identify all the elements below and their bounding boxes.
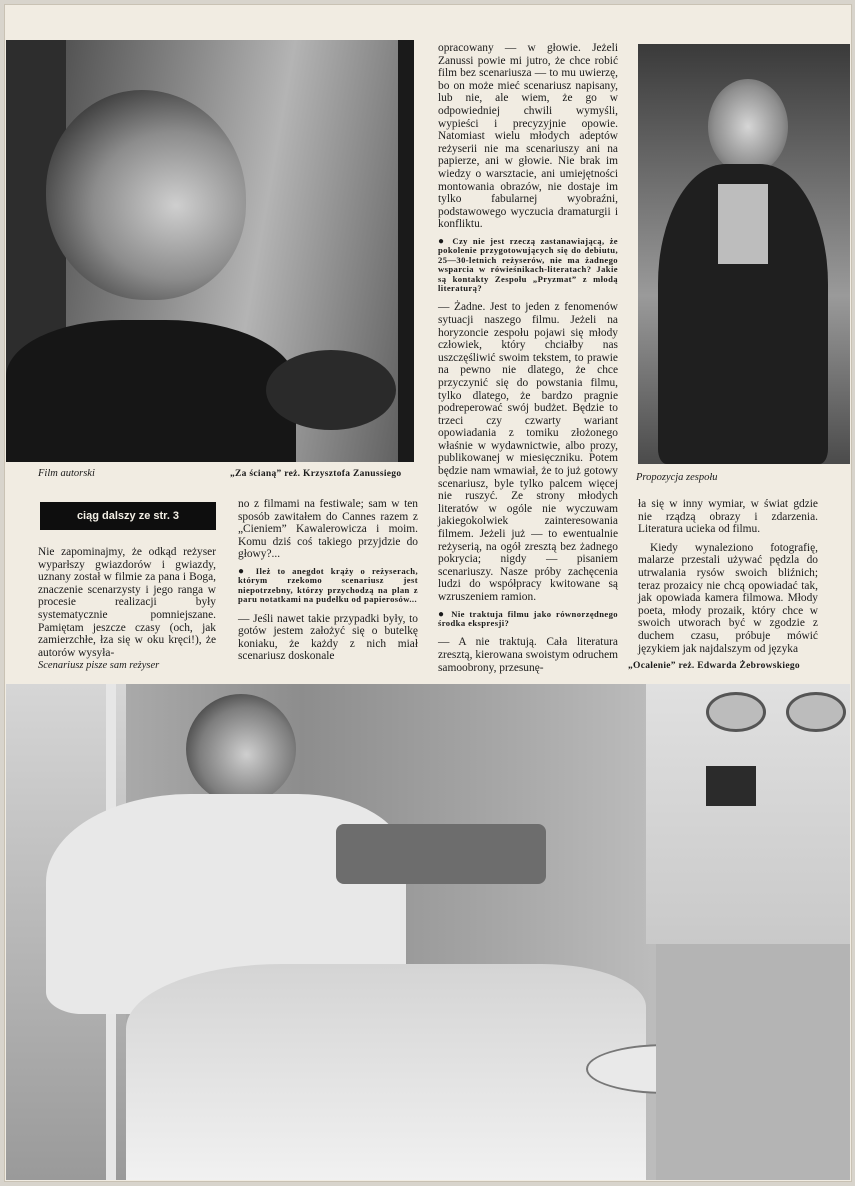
bullet-icon: ● xyxy=(238,565,256,577)
paragraph: Nie zapominajmy, że odkąd reżyser wyparłszy gwiazdorów i gwiazdy, uznany został w filmie za pana i Boga, znaczenie scenarzysty i jego ranga w procesie realizacji były systematycznie pomniejszane. Pamiętam jeszcze czasy (och, jak zamierzchłe, łza się w oku kręci!), że autorów wysyła- xyxy=(38,546,216,659)
photo-man-in-hospital-bed xyxy=(6,684,850,1180)
paragraph: Kiedy wynaleziono fotografię, malarze przestali używać pędzla do utrwalania rysów swoich bliźnich; teraz prozaicy nie chcą opowiadać tak, jak opowiada kamera filmowa. Młody poeta, młody prozaik, który chce w swoich utworach być w zgodzie z duchem czasu, próbuje mówić językiem jak najdalszym od języka xyxy=(638,541,818,655)
paragraph: — Żadne. Jest to jeden z fenomenów sytuacji naszego filmu. Jeżeli na horyzoncie zespołu pojawi się młody człowiek, który chciałby nas uszczęśliwić swoim tekstem, to prawie na pewno nie dlatego, że chce przyczynić się do powstania filmu, tylko dlatego, że bardzo pragnie podreperować swój budżet. Będzie to trzeci czy czwarty wariant opowiadania z tomiku złożonego właśnie w wydawnictwie, albo prozy, publikowanej w miesięczniku. Potem będzie nam wmawiał, że to już gotowy scenariusz, byle tylko palcem więcej nie ruszyć. Ze strony młodych literatów w ogóle nie wyczuwam jakiegokolwiek zainteresowania filmem. Jeżeli już — to ewentualnie reżyserią, na ogół zresztą bez żadnego pokrycia; nigdy — pisaniem scenariuszy. Nasze próby zachęcenia ludzi do współpracy kwitowane są wzruszeniem ramion. xyxy=(438,301,618,603)
question-text: Nie traktuja filmu jako równorzędnego środka ekspresji? xyxy=(438,608,619,628)
photo-woman-at-window xyxy=(6,40,414,462)
article-column-1 xyxy=(38,546,216,665)
caption-ocalenie: „Ocalenie” reż. Edwarda Żebrowskiego xyxy=(628,661,800,671)
interview-question xyxy=(238,567,418,605)
paragraph: — Jeśli nawet takie przypadki były, to gotów jestem założyć się o butelkę koniaku, że każdy z nich miał scenariusz doskonale xyxy=(238,612,418,663)
interview-question xyxy=(438,610,618,629)
caption-za-sciana: „Za ścianą” reż. Krzysztofa Zanussiego xyxy=(230,469,402,479)
question-text: Czy nie jest rzeczą zastanawiającą, że pokolenie przygotowujących się do debiutu, 25—30-letnich reżyserów, nie ma żadnego wsparcia w rówieśnikach-literatach? Jakie są kontakty Zespołu „Pryzmat” z młodą literaturą? xyxy=(438,235,619,293)
bullet-icon: ● xyxy=(438,608,452,620)
photo-woman-in-coat xyxy=(638,44,850,464)
question-text: Ileż to anegdot krąży o reżyserach, którym rzekomo scenariusz jest niepotrzebny, którzy przychodzą na plan z paru notatkami na pudełku od papierosów... xyxy=(238,565,418,605)
article-column-3 xyxy=(438,42,618,680)
article-column-2 xyxy=(238,498,418,669)
continued-from-badge: ciąg dalszy ze str. 3 xyxy=(40,502,216,530)
interview-question xyxy=(438,237,618,293)
caption-propozycja: Propozycja zespołu xyxy=(636,472,718,483)
caption-scenariusz: Scenariusz pisze sam reżyser xyxy=(38,660,160,671)
article-column-4 xyxy=(638,498,818,661)
paragraph: no z filmami na festiwale; sam w ten sposób zawitałem do Cannes razem z „Cieniem” Kawalerowicza i moim. Komu dziś coś takiego przyjdzie do głowy?... xyxy=(238,498,418,561)
paragraph: opracowany — w głowie. Jeżeli Zanussi powie mi jutro, że chce robić film bez scenariusza — to mu uwierzę, bo on może mieć scenariusz napisany, lub nie, ale wiem, że go w odpowiedniej chwili wymyśli, wypieści i precyzyjnie opowie. Natomiast wielu młodych adeptów reżyserii nie ma scenariuszy ani na papierze, ani w głowie. Nie brak im wiedzy o warsztacie, ani umiejętności montowania obrazów, nie dostaje im tylko fabularnej wyobraźni, podstawowego wyczucia dramaturgii i konfliktu. xyxy=(438,42,618,231)
magazine-page xyxy=(4,4,852,1182)
bullet-icon: ● xyxy=(438,235,453,247)
paragraph: ła się w inny wymiar, w świat gdzie nie rządzą obrazy i zdarzenia. Literatura ucieka od filmu. xyxy=(638,498,818,536)
paragraph: — A nie traktują. Cała literatura zresztą, kierowana swoistym odruchem samoobrony, przesunę- xyxy=(438,636,618,674)
caption-film-autorski: Film autorski xyxy=(38,468,95,479)
